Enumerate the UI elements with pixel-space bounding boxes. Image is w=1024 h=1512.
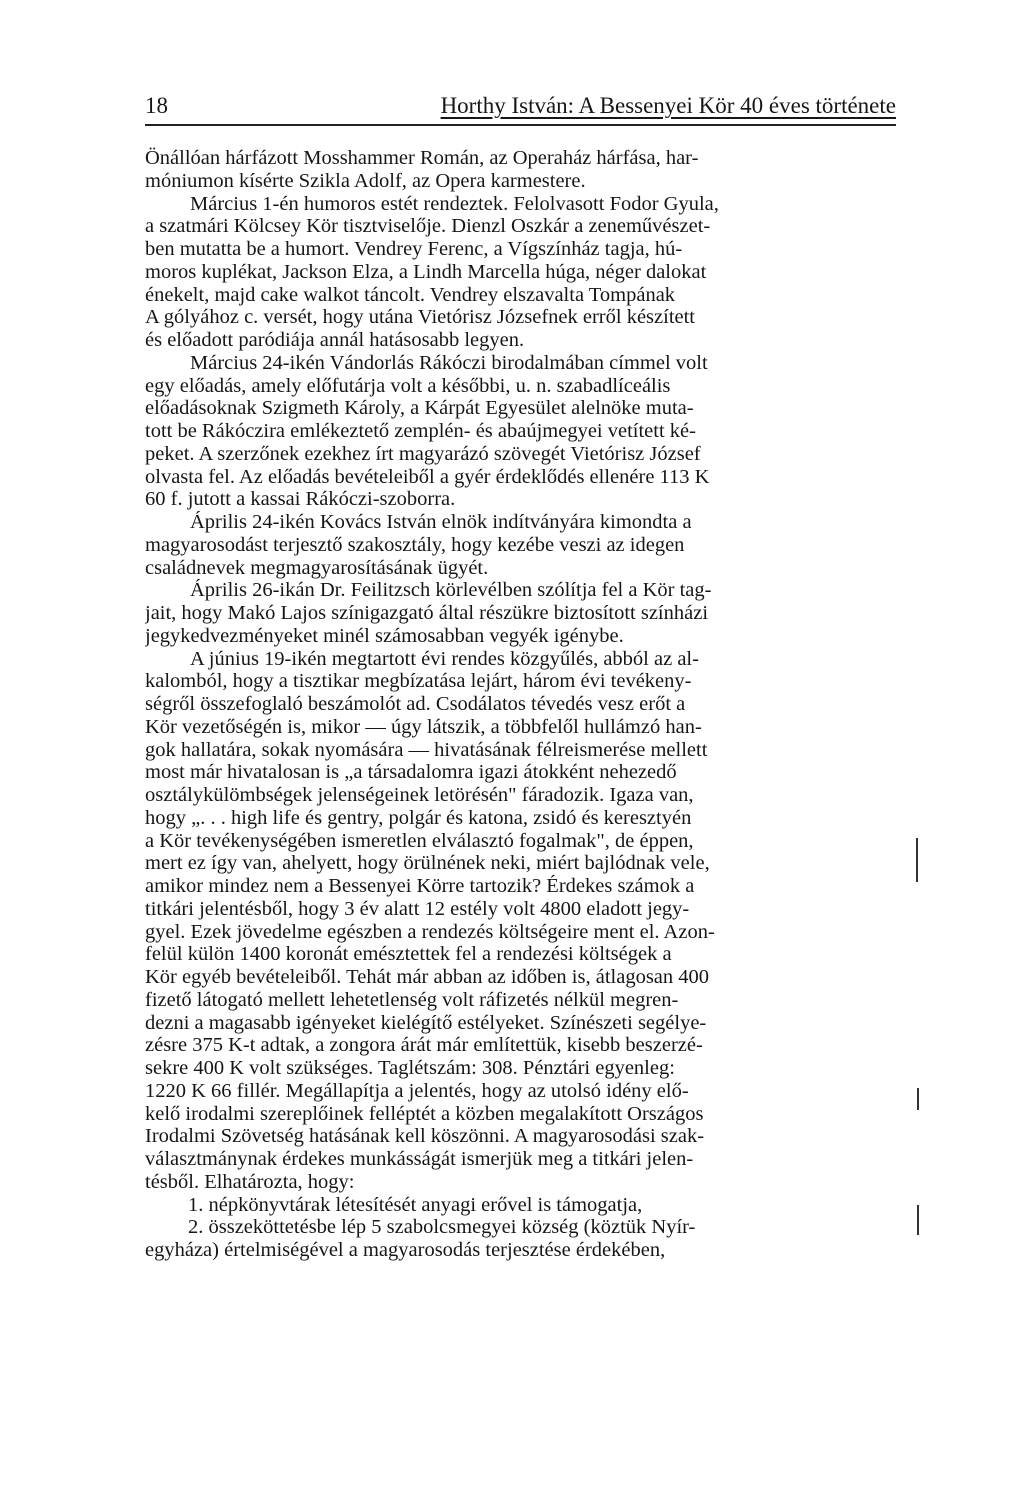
text-line: 60 f. jutott a kassai Rákóczi-szoborra. xyxy=(145,488,456,511)
text-line: Önállóan hárfázott Mosshammer Román, az Operaház hárfása, har- xyxy=(145,147,699,169)
text-line: gyel. Ezek jövedelme egészben a rendezés költségeire ment el. Azon- xyxy=(145,920,715,943)
text-line: és előadott paródiája annál hatásosabb legyen. xyxy=(145,329,525,351)
text-line: Április 24-ikén Kovács István elnök indítványára kimondta a xyxy=(190,511,692,533)
text-line: hogy „. . . high life és gentry, polgár és katona, zsidó és keresztyén xyxy=(145,806,692,829)
text-line: Irodalmi Szövetség hatásának kell köszönni. A magyarosodási szak- xyxy=(145,1125,705,1148)
text-line: egyháza) értelmiségével a magyarosodás terjesztése érdekében, xyxy=(145,1239,666,1261)
text-line: Március 24-ikén Vándorlás Rákóczi birodalmában címmel volt xyxy=(190,351,708,374)
text-line: magyarosodást terjesztő szakosztály, hogy kezébe veszi az idegen xyxy=(145,533,685,556)
text-line: amikor mindez nem a Bessenyei Körre tartozik? Érdekes számok a xyxy=(145,875,695,897)
list-item: 2. összeköttetésbe lép 5 szabolcsmegyei község (köztük Nyír- xyxy=(188,1216,696,1239)
text-line: mert ez így van, ahelyett, hogy örülnének neki, miért bajlódnak vele, xyxy=(145,852,710,875)
text-line: Március 1-én humoros estét rendeztek. Felolvasott Fodor Gyula, xyxy=(190,192,719,215)
text-line: zésre 375 K-t adtak, a zongora árát már említettük, kisebb beszerzé- xyxy=(145,1034,703,1057)
text-line: a Kör tevékenységében ismeretlen elválasztó fogalmak", de éppen, xyxy=(145,829,694,852)
margin-mark xyxy=(916,838,918,882)
text-line: kalomból, hogy a tisztikar megbízatása lejárt, három évi tevékeny- xyxy=(145,670,692,693)
text-line: kelő irodalmi szereplőinek felléptét a közben megalakított Országos xyxy=(145,1102,704,1125)
text-line: gok hallatára, sokak nyomására — hivatásának félreismerése mellett xyxy=(145,738,708,761)
margin-mark xyxy=(917,1088,919,1110)
text-line: Kör egyéb bevételeiből. Tehát már abban az időben is, átlagosan 400 xyxy=(145,966,710,988)
text-line: választmánynak érdekes munkásságát ismerjük meg a titkári jelen- xyxy=(145,1148,694,1170)
text-line: jait, hogy Makó Lajos színigazgató által részükre biztosított színházi xyxy=(145,602,709,624)
text-line: előadásoknak Szigmeth Károly, a Kárpát Egyesület alelnöke muta- xyxy=(145,397,694,420)
text-line: olvasta fel. Az előadás bevételeiből a gyér érdeklődés ellenére 113 K xyxy=(145,465,710,488)
margin-mark xyxy=(917,1205,919,1235)
text-line: ben mutatta be a humort. Vendrey Ferenc, a Vígszínház tagja, hú- xyxy=(145,238,683,260)
text-line: moros kuplékat, Jackson Elza, a Lindh Marcella húga, néger dalokat xyxy=(145,260,707,283)
text-line: Április 26-ikán Dr. Feilitzsch körlevélben szólítja fel a Kör tag- xyxy=(190,579,712,602)
text-line: tott be Rákóczira emlékeztető zemplén- és abaújmegyei vetített ké- xyxy=(145,420,696,442)
text-line: egy előadás, amely előfutárja volt a későbbi, u. n. szabadlíceális xyxy=(145,374,671,397)
text-line: most már hivatalosan is „a társadalomra igazi átokként nehezedő xyxy=(145,761,677,784)
text-line: A június 19-ikén megtartott évi rendes közgyűlés, abból az al- xyxy=(190,647,699,670)
text-line: titkári jelentésből, hogy 3 év alatt 12 estély volt 4800 eladott jegy- xyxy=(145,897,690,920)
text-line: fizető látogató mellett lehetetlenség volt ráfizetés nélkül megren- xyxy=(145,988,679,1011)
text-line: ségről összefoglaló beszámolót ad. Csodálatos tévedés vesz erőt a xyxy=(145,693,686,715)
text-line: dezni a magasabb igényeket kielégítő estélyeket. Színészeti segélye- xyxy=(145,1011,707,1034)
running-title: Horthy István: A Bessenyei Kör 40 éves története xyxy=(440,93,896,118)
text-line: osztálykülömbségek jelenségeinek letörésén" fáradozik. Igaza van, xyxy=(145,784,694,806)
header-rule xyxy=(145,124,896,126)
text-line: 1220 K 66 fillér. Megállapítja a jelentés, hogy az utolsó idény elő- xyxy=(145,1079,689,1102)
text-line: tésből. Elhatározta, hogy: xyxy=(145,1170,355,1193)
body-text xyxy=(145,147,896,1262)
text-line: családnevek megmagyarosításának ügyét. xyxy=(145,556,489,579)
page-header xyxy=(145,92,896,120)
text-line: jegykedvezményeket minél számosabban vegyék igénybe. xyxy=(145,624,624,647)
text-line: felül külön 1400 koronát emésztettek fel a rendezési költségek a xyxy=(145,943,672,966)
text-line: móniumon kísérte Szikla Adolf, az Opera karmestere. xyxy=(145,169,586,192)
text-line: A gólyához c. versét, hogy utána Vietórisz Józsefnek erről készített xyxy=(145,306,696,329)
text-line: a szatmári Kölcsey Kör tisztviselője. Dienzl Oszkár a zeneművészet- xyxy=(145,215,711,238)
text-line: peket. A szerzőnek ezekhez írt magyarázó szövegét Vietórisz József xyxy=(145,442,701,465)
list-item: 1. népkönyvtárak létesítését anyagi erővel is támogatja, xyxy=(188,1193,643,1216)
page-number: 18 xyxy=(145,93,168,118)
text-line: Kör vezetőségén is, mikor — úgy látszik, a többfelől hullámzó han- xyxy=(145,715,702,738)
text-line: sekre 400 K volt szükséges. Taglétszám: 308. Pénztári egyenleg: xyxy=(145,1057,675,1079)
text-line: énekelt, majd cake walkot táncolt. Vendrey elszavalta Tompának xyxy=(145,283,676,306)
